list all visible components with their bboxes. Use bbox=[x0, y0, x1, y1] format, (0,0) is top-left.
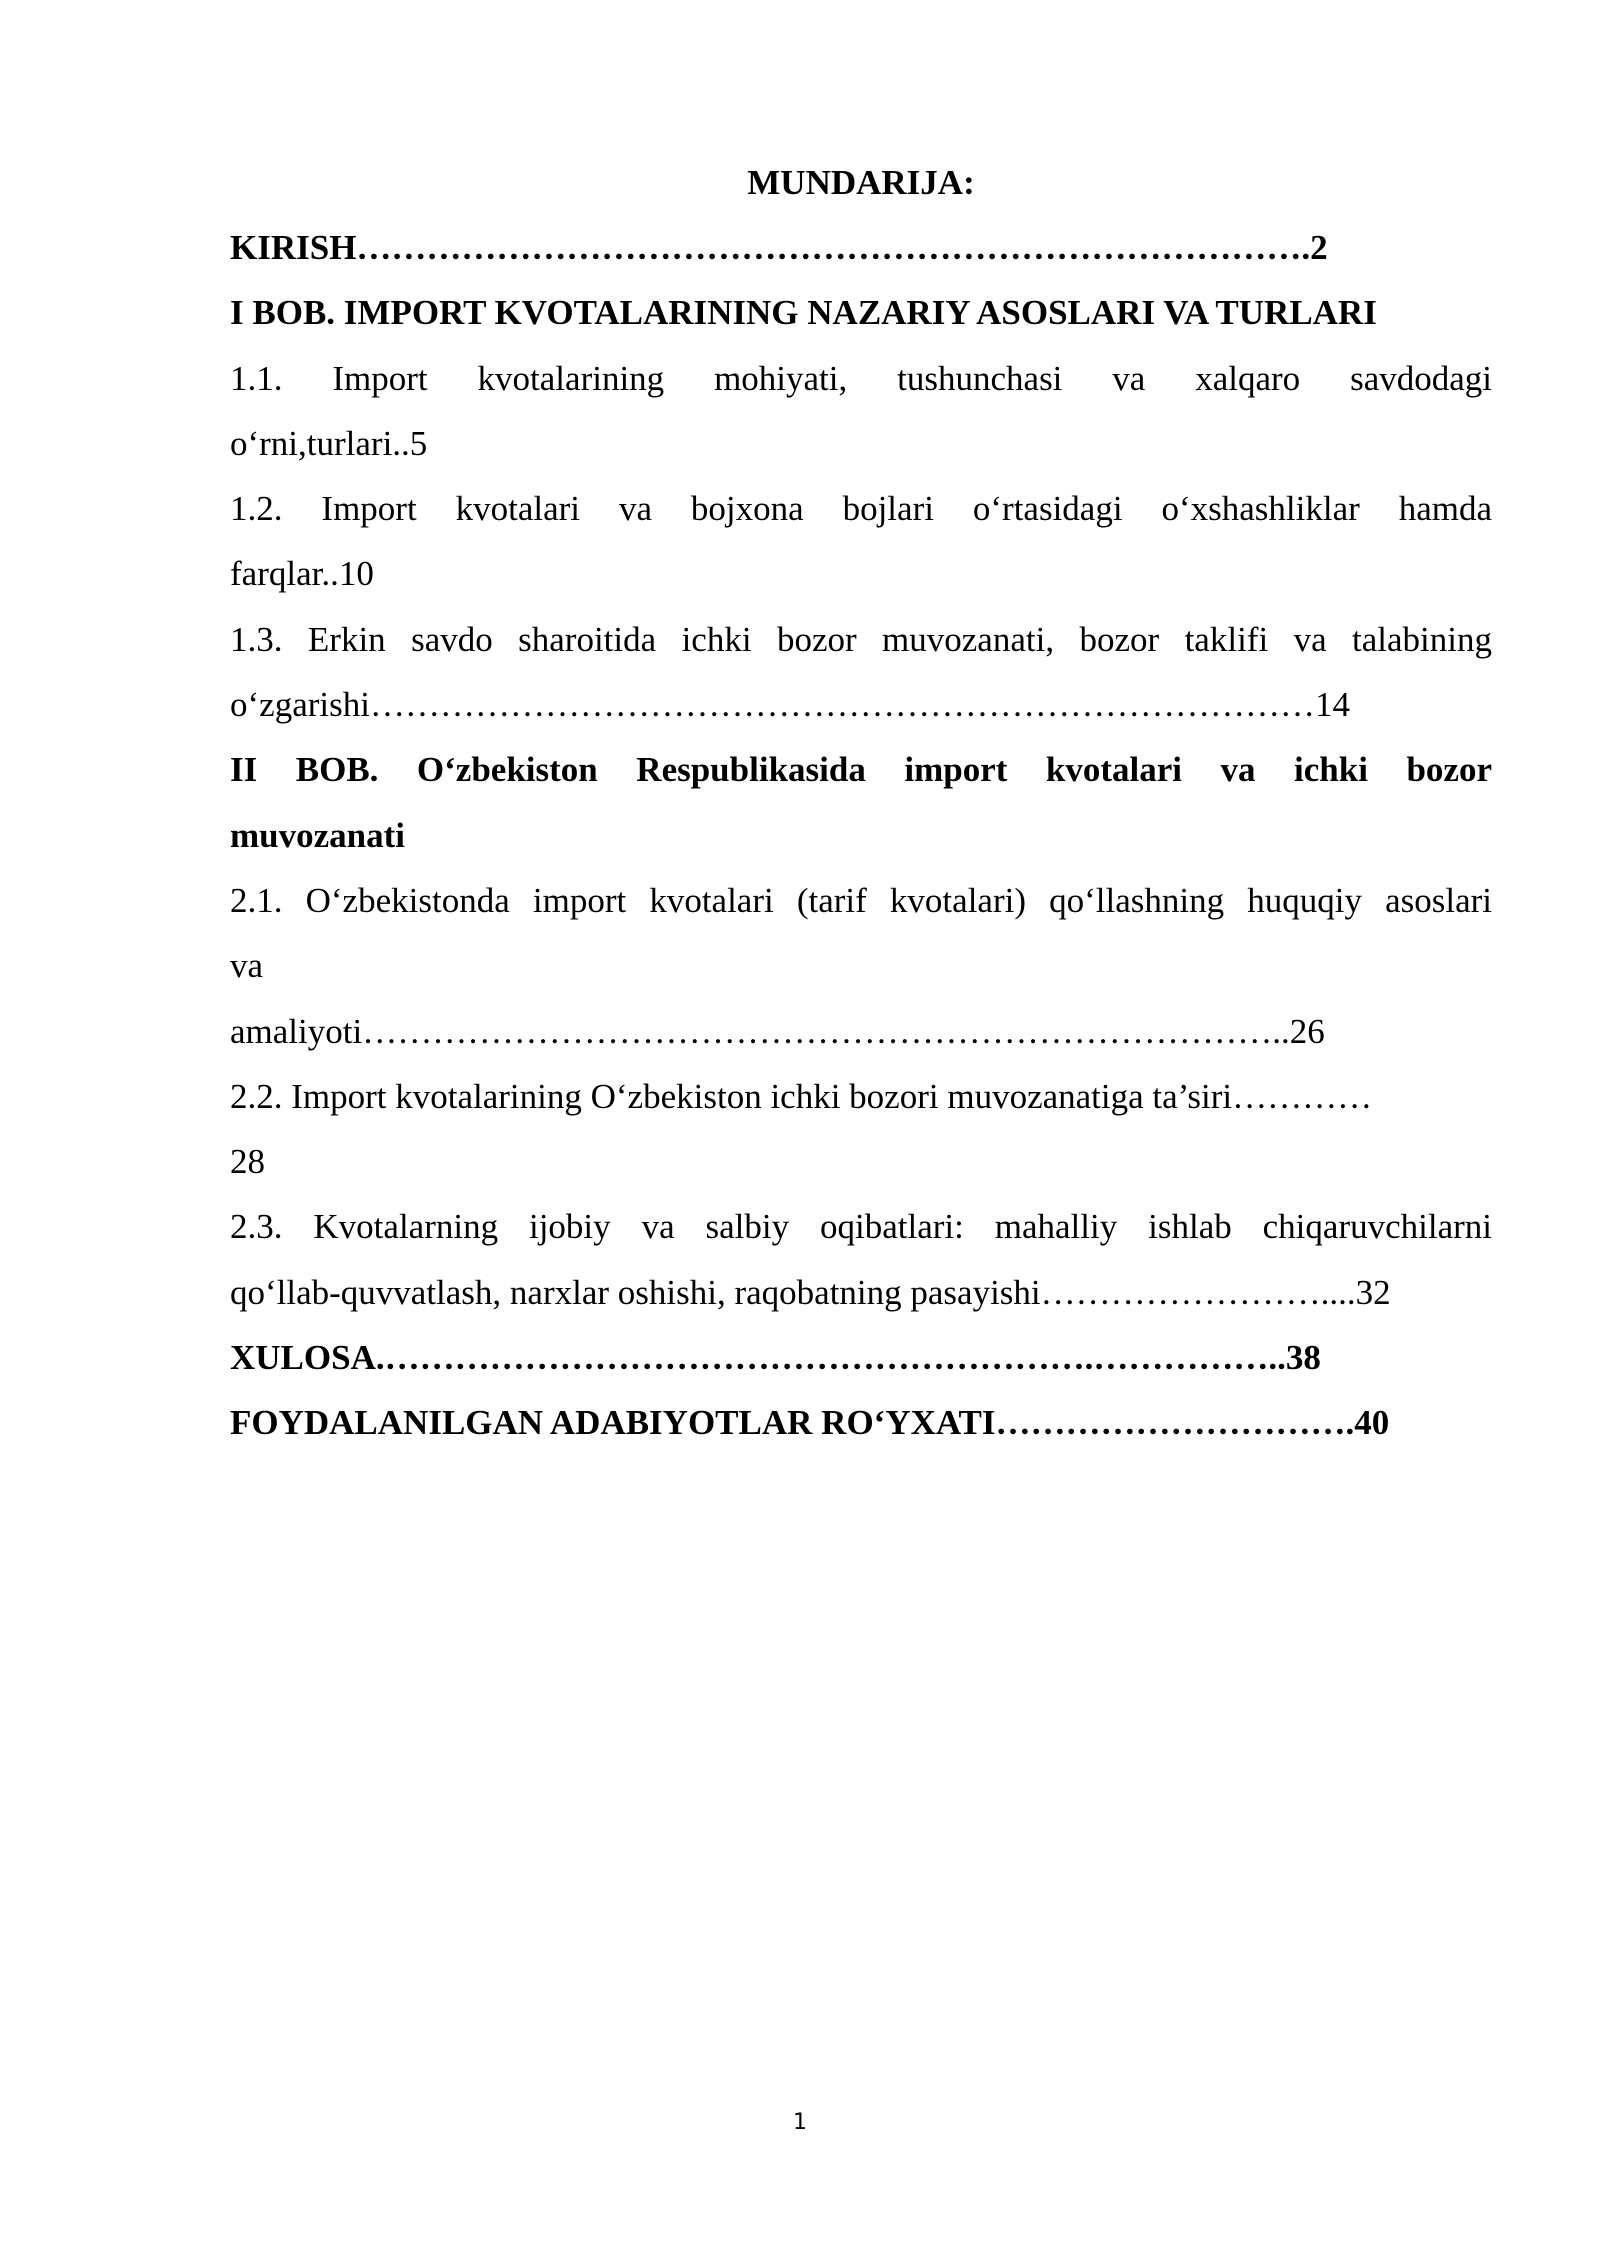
toc-title: MUNDARIJA: bbox=[747, 163, 975, 202]
toc-entry-1-3-continued: o‘zgarishi………………………………………………………………………14 bbox=[230, 685, 1350, 725]
toc-entry-2-3: 2.3. Kvotalarning ijobiy va salbiy oqibatlari: mahalliy ishlab chiqaruvchilarni bbox=[230, 1207, 1492, 1247]
toc-chapter-2-heading-continued: muvozanati bbox=[230, 815, 405, 855]
page-number: 1 bbox=[793, 2110, 807, 2135]
toc-entry-1-2: 1.2. Import kvotalari va bojxona bojlari o‘rtasidagi o‘xshashliklar hamda bbox=[230, 489, 1492, 529]
toc-entry-2-2: 2.2. Import kvotalarining O‘zbekiston ichki bozori muvozanatiga ta’siri………… bbox=[230, 1076, 1373, 1116]
toc-entry-conclusion: XULOSA.…………………………………………………….……………..38 bbox=[230, 1338, 1321, 1378]
toc-entry-2-1-continued: va bbox=[230, 946, 264, 986]
toc-entry-2-3-continued: qo‘llab-quvvatlash, narxlar oshishi, raqobatning pasayishi……………………....32 bbox=[230, 1272, 1391, 1312]
toc-entry-1-1-continued: o‘rni,turlari..5 bbox=[230, 423, 428, 463]
toc-entry-1-3: 1.3. Erkin savdo sharoitida ichki bozor muvozanati, bozor taklifi va talabining bbox=[230, 619, 1492, 659]
toc-entry-2-1: 2.1. O‘zbekistonda import kvotalari (tarif kvotalari) qo‘llashning huquqiy asoslari bbox=[230, 880, 1492, 920]
toc-entry-2-1-page: amaliyoti……………………………………………………………………..26 bbox=[230, 1011, 1325, 1051]
toc-chapter-2-heading: II BOB. O‘zbekiston Respublikasida import kvotalari va ichki bozor bbox=[230, 750, 1492, 790]
toc-entry-1-1: 1.1. Import kvotalarining mohiyati, tushunchasi va xalqaro savdodagi bbox=[230, 358, 1492, 398]
toc-entry-1-2-continued: farqlar..10 bbox=[230, 554, 374, 594]
toc-entry-references: FOYDALANILGAN ADABIYOTLAR RO‘YXATI………………………….40 bbox=[230, 1403, 1390, 1443]
toc-entry-2-2-page: 28 bbox=[230, 1142, 265, 1182]
toc-entry-introduction: KIRISH……………………………………………………………………….2 bbox=[230, 228, 1328, 267]
toc-chapter-1-heading: I BOB. IMPORT KVOTALARINING NAZARIY ASOSLARI VA TURLARI bbox=[230, 293, 1377, 333]
table-of-contents bbox=[230, 150, 1492, 1456]
